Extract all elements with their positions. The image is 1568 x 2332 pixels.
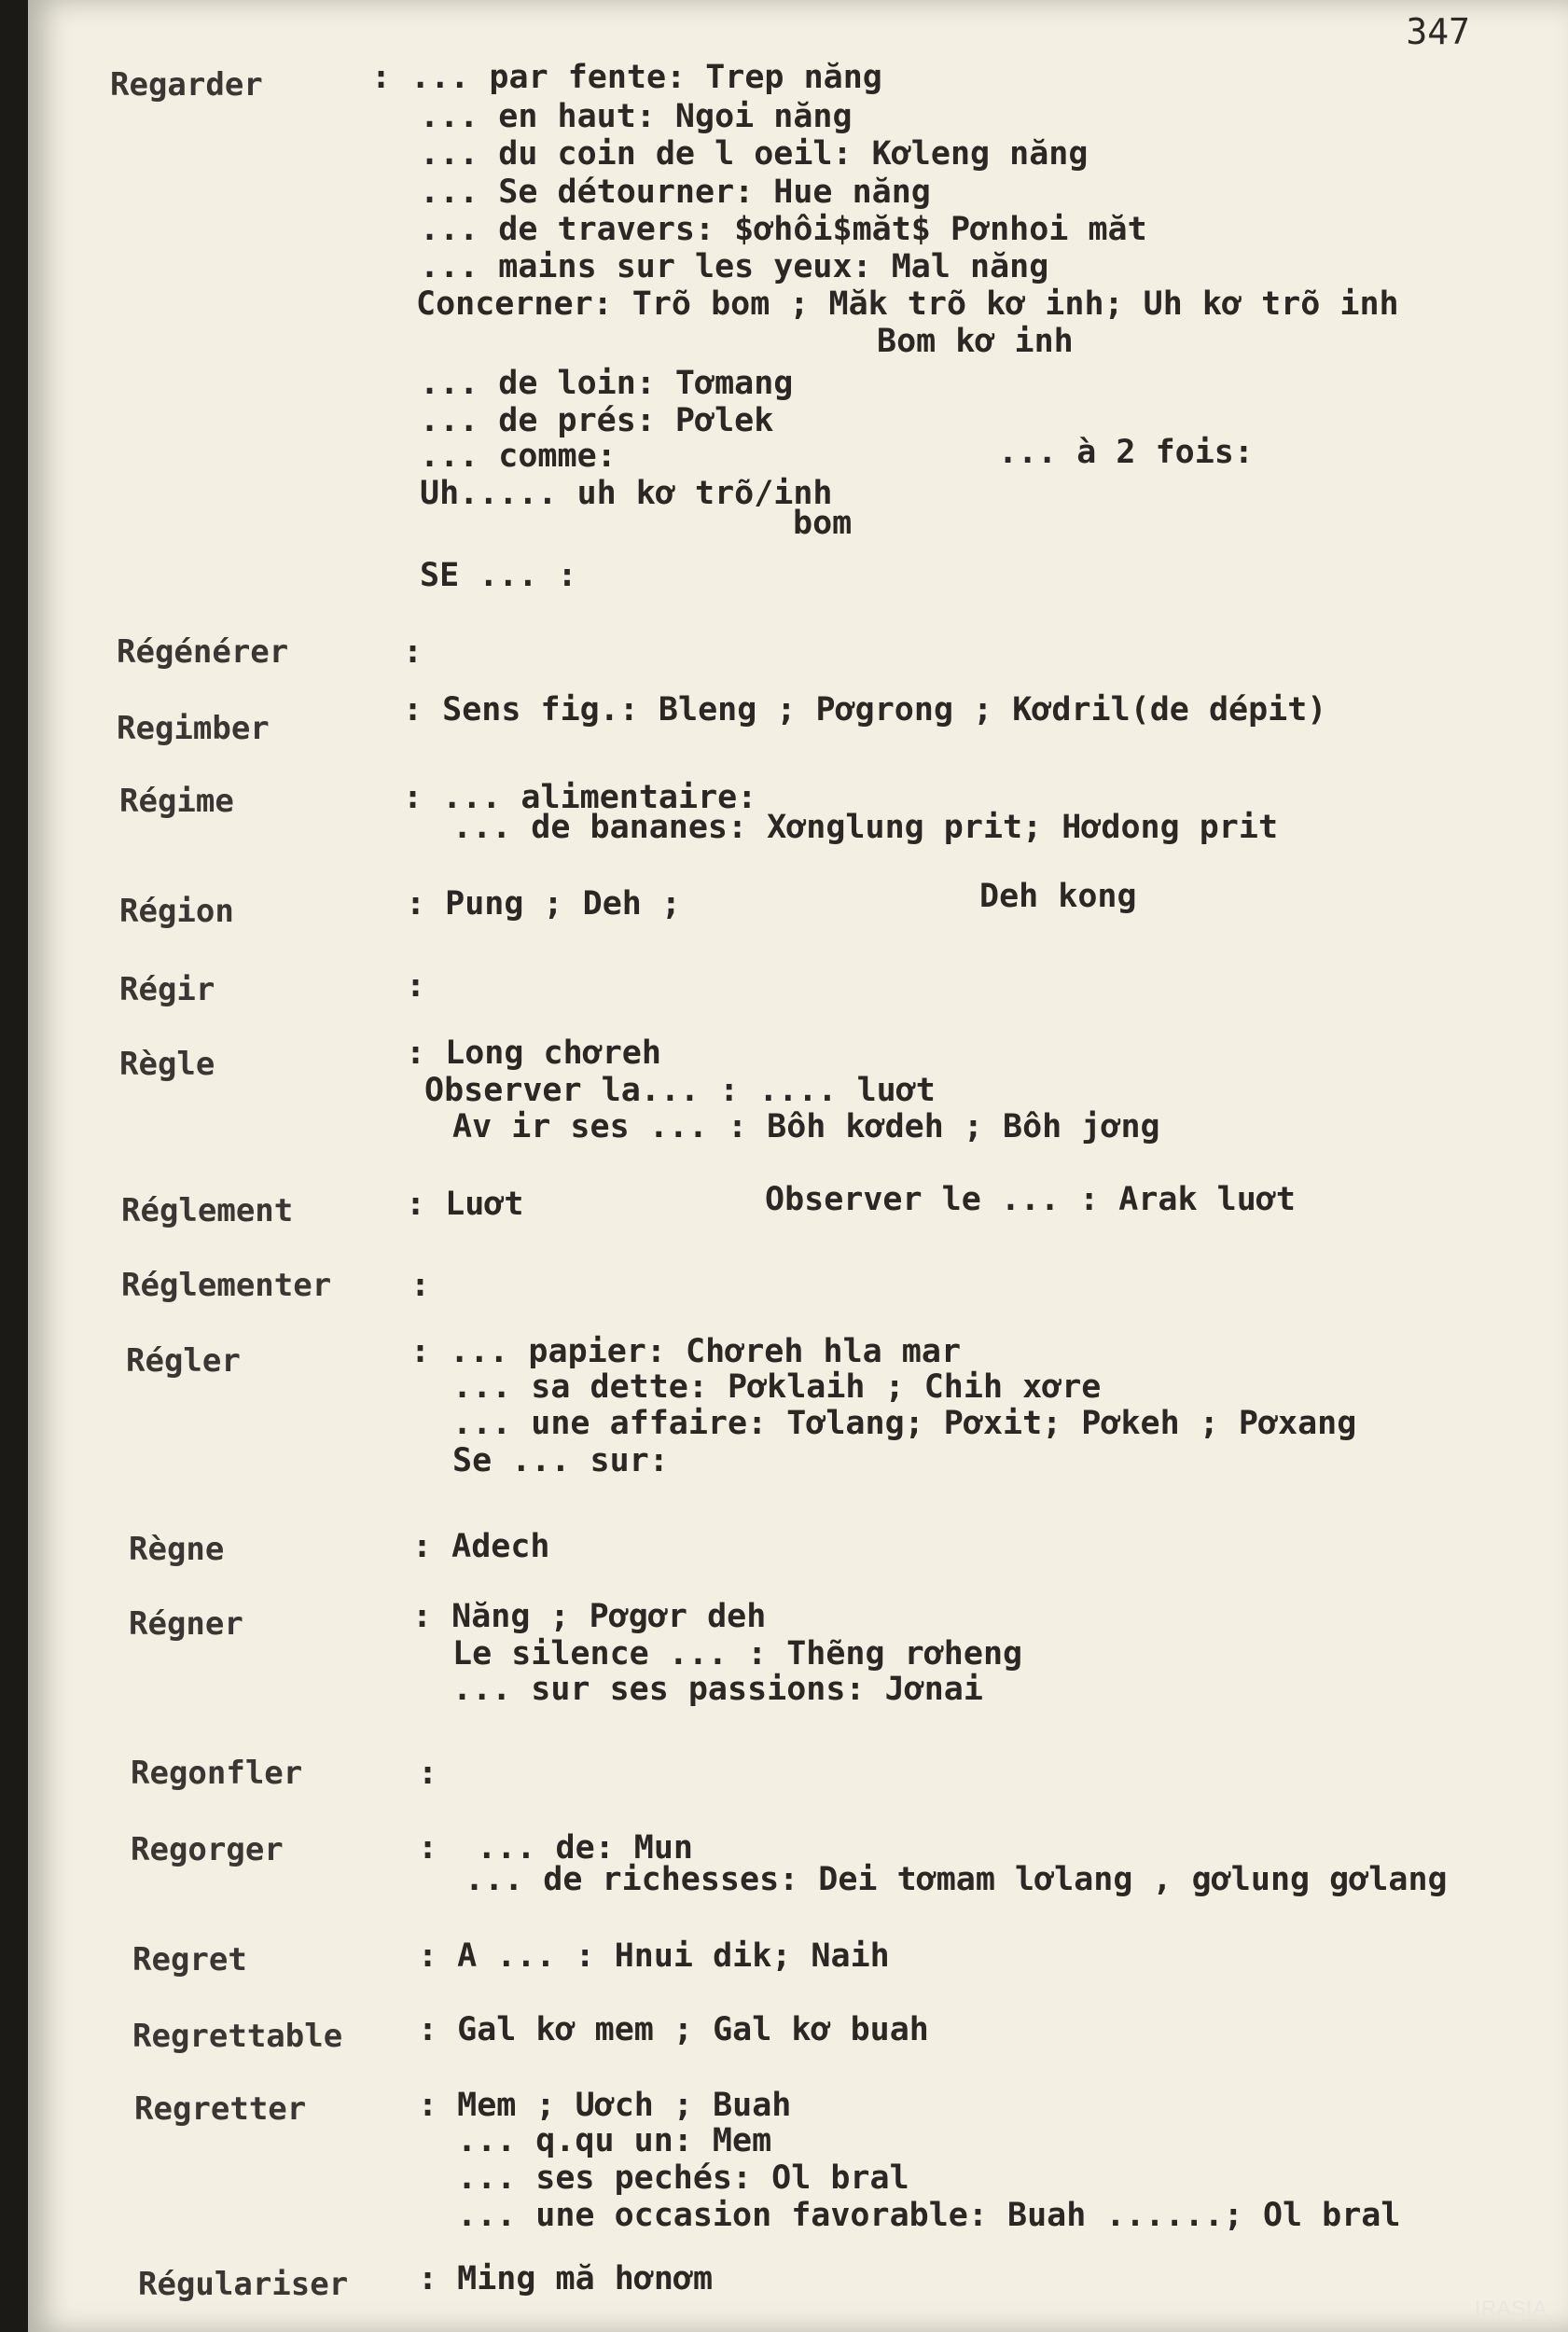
entry-definition-line: ... ses pechés: Ol bral [457, 2159, 909, 2197]
entry-headword: Règne [129, 1531, 225, 1568]
entry-headword: Région [119, 893, 234, 930]
entry-definition-line: : [406, 967, 426, 1005]
entry-definition-line: ... à 2 fois: [998, 434, 1254, 471]
entry-definition-line: : [403, 633, 423, 671]
entry-definition-line: ... de bananes: Xơnglung prit; Hơdong prit [452, 809, 1279, 846]
entry-definition-line: ... en haut: Ngoi năng [420, 98, 853, 135]
entry-definition-line: : ... de: Mun [418, 1829, 694, 1867]
entry-definition-line: : ... papier: Chơreh hla mar [410, 1333, 962, 1370]
entry-definition-line: : [410, 1267, 431, 1304]
entry-definition-line: Bom kơ inh [877, 323, 1074, 360]
entry-definition-line: Observer le ... : Arak luơt [765, 1181, 1296, 1218]
entry-definition-line: : Sens fig.: Bleng ; Pơgrong ; Kơdril(de dépit) [403, 691, 1327, 729]
entry-headword: Regonfler [131, 1755, 303, 1792]
entry-headword: Régir [119, 971, 215, 1008]
entry-definition-line: ... de prés: Pơlek [420, 402, 774, 439]
entry-definition-line: ... sur ses passions: Jơnai [452, 1671, 983, 1708]
entry-definition-line: : Năng ; Pơgơr deh [412, 1598, 767, 1635]
entry-headword: Regretter [134, 2090, 307, 2128]
watermark: IRASIA [1474, 2297, 1547, 2320]
entry-definition-line: : A ... : Hnui dik; Naih [418, 1937, 890, 1975]
entry-definition-line: Av ir ses ... : Bôh kơdeh ; Bôh jơng [452, 1108, 1160, 1145]
entry-definition-line: Le silence ... : Thẽng rơheng [452, 1635, 1023, 1673]
entry-definition-line: ... une affaire: Tơlang; Pơxit; Pơkeh ; Pơxang [452, 1405, 1357, 1442]
entry-definition-line: : Gal kơ mem ; Gal kơ buah [418, 2011, 929, 2048]
entry-definition-line: ... Se détourner: Hue năng [420, 174, 931, 211]
entry-definition-line: : Adech [412, 1528, 550, 1565]
entry-headword: Régner [129, 1605, 243, 1643]
entry-headword: Regarder [110, 66, 263, 104]
entry-headword: Réglementer [121, 1267, 332, 1304]
entry-definition-line: : ... par fente: Trep năng [371, 59, 882, 96]
entry-headword: Regrettable [132, 2018, 343, 2055]
entry-definition-line: ... q.qu un: Mem [457, 2122, 772, 2159]
typewritten-dictionary-page [28, 0, 1568, 2332]
entry-definition-line: SE ... : [420, 557, 577, 594]
entry-definition-line: : [418, 1755, 438, 1792]
entry-definition-line: : Pung ; Deh ; [406, 885, 682, 923]
entry-headword: Régime [119, 783, 234, 820]
entry-definition-line: : ... alimentaire: [403, 779, 757, 816]
entry-definition-line: : Mem ; Uơch ; Buah [418, 2087, 792, 2124]
entry-headword: Régénérer [117, 633, 289, 671]
entry-definition-line: Observer la... : .... luơt [424, 1072, 936, 1109]
entry-definition-line: : Ming mă hơnơm [418, 2260, 714, 2297]
entry-definition-line: ... de richesses: Dei tơmam lơlang , gơlung gơlang [465, 1861, 1448, 1898]
entry-headword: Réglement [121, 1192, 294, 1229]
entry-headword: Regorger [131, 1831, 284, 1868]
entry-definition-line: Uh..... uh kơ trõ/inh [420, 475, 833, 512]
entry-definition-line: ... du coin de l oeil: Kơleng năng [420, 135, 1089, 173]
entry-definition-line: bom [793, 505, 853, 542]
entry-headword: Régler [126, 1342, 241, 1380]
entry-definition-line: Deh kong [979, 878, 1137, 915]
entry-definition-line: Se ... sur: [452, 1442, 669, 1479]
entry-headword: Regret [132, 1941, 247, 1978]
entry-definition-line: ... de loin: Tơmang [420, 365, 794, 402]
entry-definition-line: Concerner: Trõ bom ; Măk trõ kơ inh; Uh kơ trõ inh [416, 285, 1399, 323]
entry-headword: Régulariser [138, 2266, 349, 2303]
entry-headword: Règle [119, 1046, 215, 1083]
entry-definition-line: ... comme: [420, 437, 617, 475]
entry-definition-line: ... sa dette: Pơklaih ; Chih xơre [452, 1368, 1102, 1406]
entry-definition-line: : Luơt [406, 1186, 524, 1223]
entry-definition-line: : Long chơreh [406, 1034, 661, 1072]
page-number: 347 [1406, 11, 1470, 52]
entry-definition-line: ... de travers: $ơhôi$măt$ Pơnhoi măt [420, 211, 1147, 248]
entry-headword: Regimber [117, 710, 270, 747]
entry-definition-line: ... mains sur les yeux: Mal năng [420, 248, 1049, 285]
entry-definition-line: ... une occasion favorable: Buah ......; Ol bral [457, 2197, 1401, 2234]
